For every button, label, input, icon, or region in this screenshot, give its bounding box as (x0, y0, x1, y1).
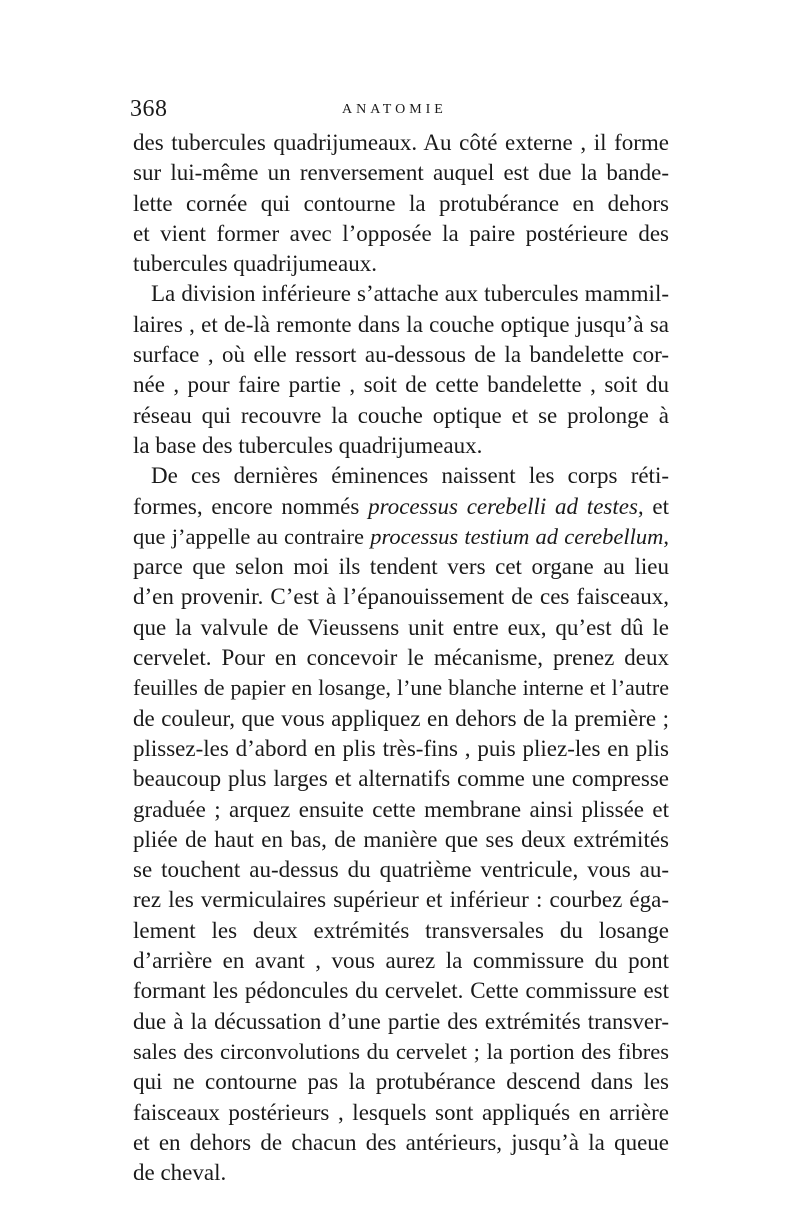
text-line: la base des tubercules quadrijumeaux. (133, 432, 483, 458)
text-line: La division inférieure s’attache aux tubercules mammil- (151, 281, 669, 307)
text-line: plissez-les d’abord en plis très-fins , puis pliez-les en plis (133, 735, 669, 761)
text-line: formant les pédoncules du cervelet. Cette commissure est (133, 978, 669, 1004)
text-line: pliée de haut en bas, de manière que ses deux extrémités (133, 826, 669, 852)
text-line: et en dehors de chacun des antérieurs, jusqu’à la queue (133, 1129, 669, 1155)
text-line: sales des circonvolutions du cervelet ; la portion des fibres (133, 1038, 669, 1064)
text-line (133, 492, 669, 522)
text-line: d’en provenir. C’est à l’épanouissement de ces faisceaux, (133, 584, 669, 610)
text-line: qui ne contourne pas la protubérance descend dans les (133, 1069, 669, 1095)
text-line: due à la décussation d’une partie des extrémités transver- (133, 1008, 669, 1034)
text-line: des tubercules quadrijumeaux. Au côté externe , il forme (133, 130, 669, 155)
text-line: se touchent au-dessus du quatrième ventricule, vous au- (133, 857, 669, 883)
text-line: tubercules quadrijumeaux. (133, 251, 377, 277)
text-line: beaucoup plus larges et alternatifs comme une compresse (133, 766, 669, 792)
text-line: rez les vermiculaires supérieur et inférieur : courbez éga- (133, 887, 669, 913)
text-line: surface , où elle ressort au-dessous de la bandelette cor- (133, 342, 669, 368)
text-line: graduée ; arquez ensuite cette membrane ainsi plissée et (133, 796, 669, 822)
body-text (133, 128, 669, 1188)
running-head: ANATOMIE (342, 102, 447, 117)
text-line: née , pour faire partie , soit de cette bandelette , soit du (133, 372, 669, 398)
text-line: parce que selon moi ils tendent vers cet organe au lieu (133, 554, 669, 580)
text-segment: formes, encore nommés (133, 493, 369, 519)
page-number: 368 (130, 96, 168, 122)
text-segment: et (643, 493, 670, 519)
text-line: de couleur, que vous appliquez en dehors de la première ; (133, 705, 669, 731)
text-line: lement les deux extrémités transversales du losange (133, 917, 669, 943)
text-line: laires , et de-là remonte dans la couche optique jusqu’à sa (133, 311, 669, 337)
latin-term: processus cerebelli ad testes, (368, 493, 644, 519)
text-line: cervelet. Pour en concevoir le mécanisme, prenez deux (133, 645, 669, 671)
text-line: sur lui-même un renversement auquel est due la bande- (133, 160, 669, 186)
latin-term: processus testium ad cerebellum (370, 523, 664, 549)
text-line: De ces dernières éminences naissent les corps réti- (151, 463, 669, 489)
text-line: feuilles de papier en losange, l’une blanche interne et l’autre (133, 675, 669, 701)
text-line: que la valvule de Vieussens unit entre eux, qu’est dû le (133, 614, 669, 640)
text-line: réseau qui recouvre la couche optique et se prolonge à (133, 402, 669, 428)
text-line: et vient former avec l’opposée la paire postérieure des (133, 220, 669, 246)
text-line: d’arrière en avant , vous aurez la commissure du pont (133, 948, 669, 974)
text-segment: que j’appelle au contraire (133, 523, 371, 549)
text-segment: , (663, 523, 669, 549)
text-line: faisceaux postérieurs , lesquels sont appliqués en arrière (133, 1099, 669, 1125)
text-line: de cheval. (133, 1160, 227, 1186)
text-line (133, 522, 669, 552)
page-header (130, 96, 670, 126)
text-line: lette cornée qui contourne la protubérance en dehors (133, 190, 669, 216)
